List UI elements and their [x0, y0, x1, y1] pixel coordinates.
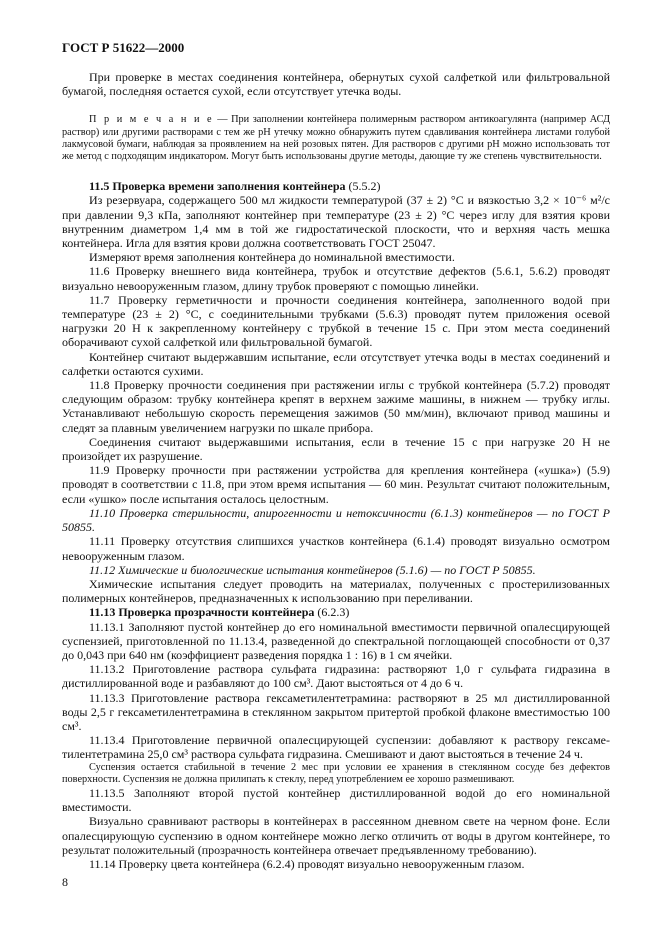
- paragraph: 11.13.5 Заполняют второй пустой контейнер дистиллированной водой до его номинальной вместимости.: [62, 785, 610, 815]
- paragraph-italic: 11.12 Химические и биологические испытания контейнеров (5.1.6) — по ГОСТ Р 50855.: [89, 562, 536, 577]
- paragraph: 11.13.3 Приготовление раствора гексаметилентетрамина: растворяют в 25 мл дистиллированной воды 2,5 г гексаметилентетрамина в стеклянном закрытом притертой пробкой флаконе вместимостью 100 см³.: [62, 690, 610, 733]
- page-number: 8: [62, 875, 68, 889]
- paragraph: 11.9 Проверку прочности при растяжении устройства для крепления контейнера («ушка») (5.9) проводят в соответствии с 11.8, при этом время испытания — 60 мин. Результат считают положительным, если «ушко» после испытания осталось целостным.: [62, 463, 610, 506]
- paragraph: Визуально сравнивают растворы в контейнерах в рассеянном дневном свете на черном фоне. Если опалесцирующую суспензию в одном контейнере можно легко отличить от воды в другом контейнере, то результат положительный (прозрачность контейнера отвечает предъявленному требованию).: [62, 814, 610, 857]
- paragraph: Контейнер считают выдержавшим испытание, если отсутствует утечка воды в местах соединений и салфетки остаются сухими.: [62, 349, 610, 378]
- paragraph: 11.6 Проверку внешнего вида контейнера, трубок и отсутствие дефектов (5.6.1, 5.6.2) проводят визуально невооруженным глазом, длину трубок проверяют с помощью линейки.: [62, 264, 610, 293]
- paragraph: 11.13.2 Приготовление раствора сульфата гидразина: растворяют 1,0 г сульфата гидразина в дистиллированной воде и разбавляют до 100 см³. Дают выстояться от 4 до 6 ч.: [62, 662, 610, 691]
- document-header: ГОСТ Р 51622—2000: [62, 40, 185, 55]
- note-text: — При заполнении контейнера полимерным раствором антикоагулянта (например АСД раствор) или другими растворами с тем же рН утечку можно обнаружить путем сдавливания контейнера листами голубой лакмусовой бумаги, наблюдая за проявлением на ней розовых пятен. Для растворов с другими рН можно использовать тот же метод с подходящим индикатором. Могут быть использованы другие методы, дающие ту же степень чувствительности.: [62, 114, 610, 163]
- paragraph: Соединения считают выдержавшими испытания, если в течение 15 с при нагрузке 20 Н не произойдет их разрушение.: [62, 434, 610, 464]
- section-ref: (5.5.2): [345, 179, 381, 194]
- paragraph: 11.8 Проверку прочности соединения при растяжении иглы с трубкой контейнера (5.7.2) проводят следующим образом: трубку контейнера крепят в верхнем зажиме машины, в нижнем — трубку иглы. Устанавливают небольшую скорость перемещения зажимов (50 мм/мин), включают привод машины и следят за плавным увеличением нагрузки по шкале прибора.: [62, 378, 610, 435]
- paragraph: 11.7 Проверку герметичности и прочности соединения контейнера, заполненного водой при температуре (23 ± 2) °С, с соединительными трубками (5.6.3) проводят путем приложения осевой нагрузки 20 Н к закрепленному контейнеру с трубкой в течение 15 с. При этом места соединений оборачивают сухой салфеткой или фильтровальной бумагой.: [62, 292, 610, 350]
- paragraph: Из резервуара, содержащего 500 мл жидкости температурой (37 ± 2) °С и вязкостью 3,2 × 10⁻⁶ м²/с при давлении 9,3 кПа, заполняют контейнер при температуре (23 ± 2) °С через иглу для взятия крови внутренним диаметром 1,4 мм в той же гидростатической плоскости, что и верхняя часть мешка контейнера. Игла для взятия крови должна соответствовать ГОСТ 25047.: [62, 193, 610, 251]
- section-heading-11-5: [62, 179, 610, 193]
- section-title: 11.5 Проверка времени заполнения контейнера: [89, 179, 346, 194]
- paragraph: При проверке в местах соединения контейнера, обернутых сухой салфеткой или фильтровальной бумагой, последняя остается сухой, если отсутствует утечка воды.: [62, 70, 610, 99]
- paragraph: 11.14 Проверку цвета контейнера (6.2.4) проводят визуально невооруженным глазом.: [89, 856, 525, 871]
- paragraph-small: Суспензия остается стабильной в течение 2 мес при условии ее хранения в стеклянном сосуде без дефектов поверхности. Суспензия не должна прилипать к стеклу, перед употреблением ее хорошо размешивают.: [62, 761, 610, 785]
- paragraph: 11.11 Проверку отсутствия слипшихся участков контейнера (6.1.4) проводят визуально осмотром невооруженным глазом.: [62, 534, 610, 563]
- paragraph-italic: 11.10 Проверка стерильности, апирогенности и нетоксичности (6.1.3) контейнеров — по ГОСТ Р 50855.: [62, 505, 610, 535]
- note-label: П р и м е ч а н и е: [89, 114, 214, 126]
- page-body: [62, 70, 610, 871]
- section-ref: (6.2.3): [314, 605, 350, 620]
- paragraph: Химические испытания следует проводить на материалах, полученных с простерилизованных полимерных контейнеров, предназначенных к использованию при переливании.: [62, 576, 610, 606]
- paragraph: Измеряют время заполнения контейнера до номинальной вместимости.: [89, 250, 455, 265]
- paragraph: 11.13.4 Приготовление первичной опалесцирующей суспензии: добавляют к раствору гексаметилентетрамина 25,0 см³ раствора сульфата гидразина. Смешивают и дают выстояться в течение 24 ч.: [62, 733, 610, 762]
- paragraph: 11.13.1 Заполняют пустой контейнер до его номинальной вместимости первичной опалесцирующей суспензией, приготовленной по 11.13.4, разведенной до спектральной поглощающей способности от 0,37 до 0,043 при 640 нм (коэффициент разведения порядка 1 : 16) в 1 см ячейки.: [62, 619, 610, 662]
- section-title: 11.13 Проверка прозрачности контейнера: [89, 605, 315, 620]
- section-heading-11-13: [62, 605, 610, 619]
- note: [62, 114, 610, 163]
